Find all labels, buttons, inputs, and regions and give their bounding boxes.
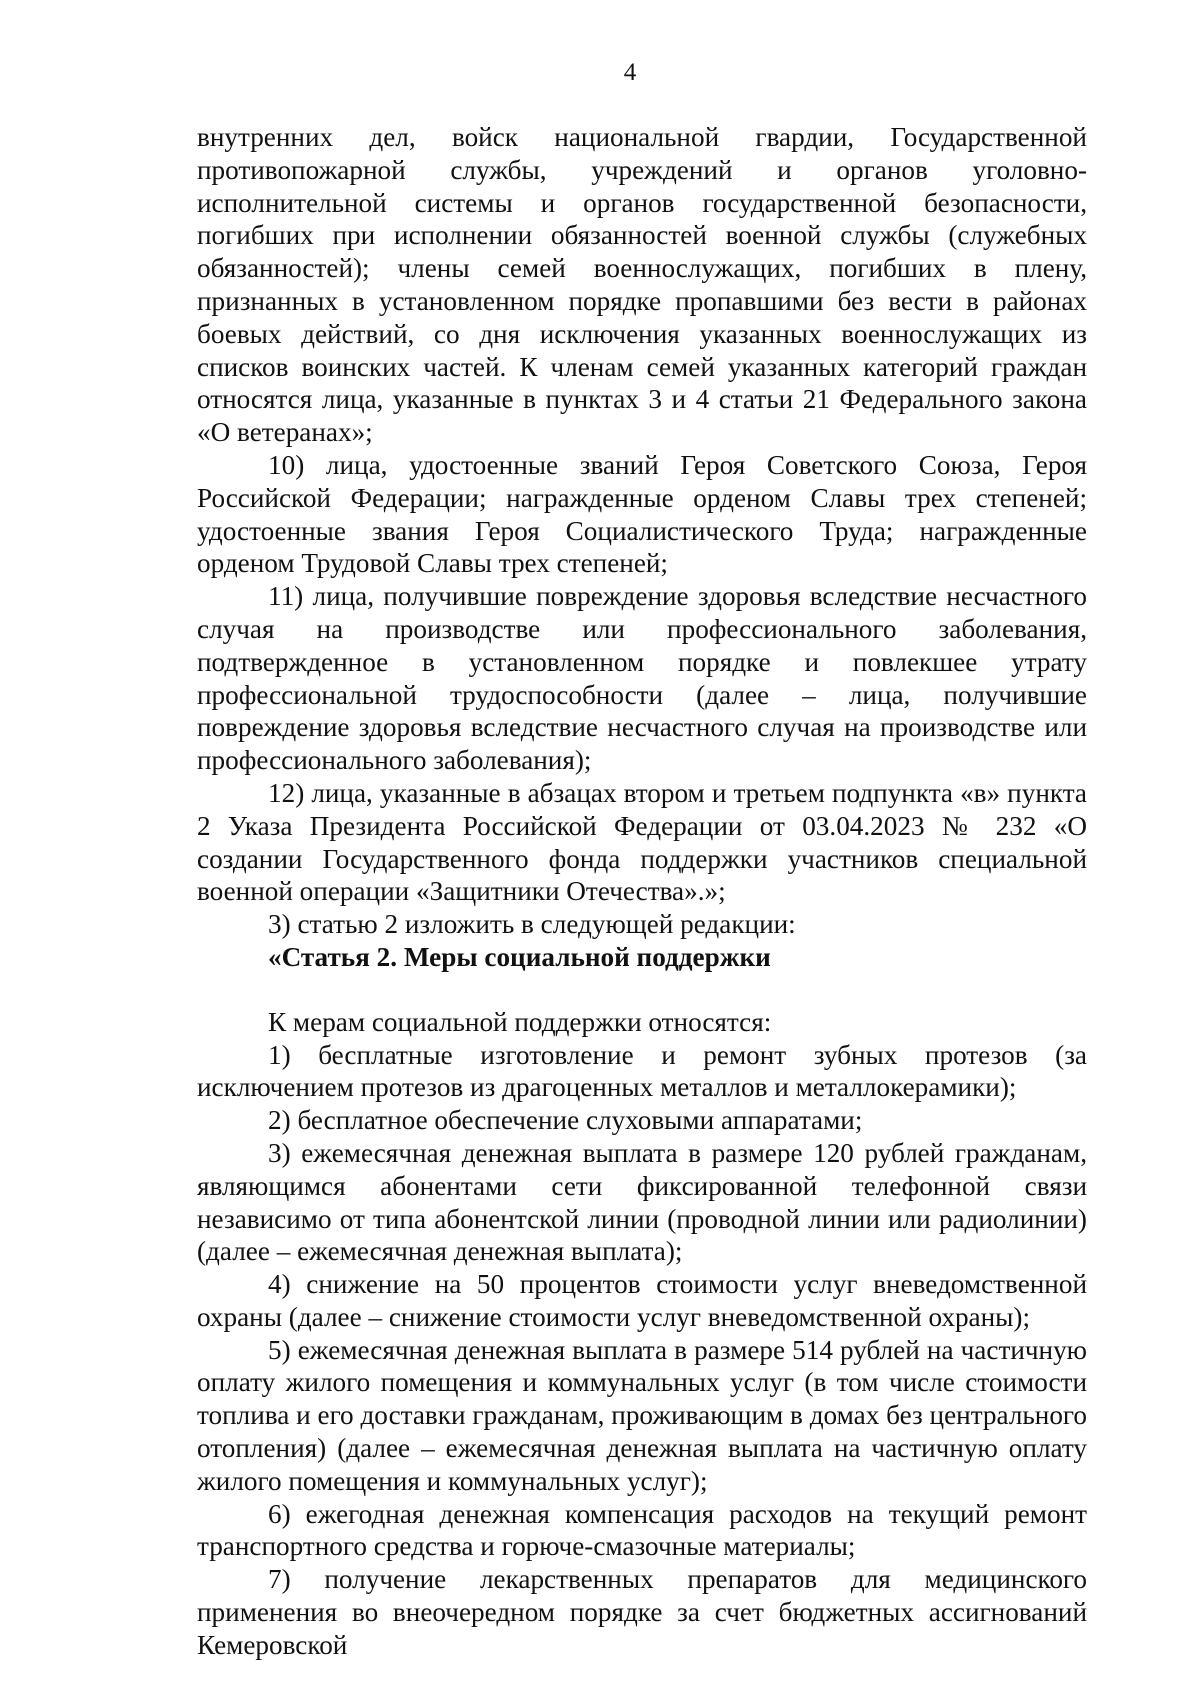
paragraph-item-11: 11) лица, получившие повреждение здоровья вследствие несчастного случая на производстве или профессионального заболевания, подтвержденное в установленном порядке и повлекшее утрату профессиональной трудоспособности (далее – лица, получившие повреждение здоровья вследствие несчастного случая на производстве или профессионального заболевания);	[197, 581, 1087, 776]
paragraph-amendment-3: 3) статью 2 изложить в следующей редакции:	[268, 909, 796, 940]
article-heading: «Статья 2. Меры социальной поддержки	[268, 941, 771, 972]
page-number: 4	[623, 59, 637, 86]
document-body	[197, 121, 1087, 1662]
paragraph-measure-3: 3) ежемесячная денежная выплата в размере 120 рублей гражданам, являющимся абонентами сети фиксированной телефонной связи независимо от типа абонентской линии (проводной линии или радиолинии) (далее – ежемесячная денежная выплата);	[197, 1137, 1087, 1267]
paragraph-measure-7: 7) получение лекарственных препаратов для медицинского применения во внеочередном порядке за счет бюджетных ассигнований Кемеровской	[197, 1564, 1087, 1660]
paragraph-measure-1: 1) бесплатные изготовление и ремонт зубных протезов (за исключением протезов из драгоценных металлов и металлокерамики);	[197, 1039, 1087, 1103]
paragraph-continuation: внутренних дел, войск национальной гвардии, Государственной противопожарной службы, учреждений и органов уголовно-исполнительной системы и органов государственной безопасности, погибших при исполнении обязанностей военной службы (служебных обязанностей); члены семей военнослужащих, погибших в плену, признанных в установленном порядке пропавшими без вести в районах боевых действий, со дня исключения указанных военнослужащих из списков воинских частей. К членам семей указанных категорий граждан относятся лица, указанные в пунктах 3 и 4 статьи 21 Федерального закона «О ветеранах»;	[197, 122, 1087, 448]
paragraph-measure-6: 6) ежегодная денежная компенсация расходов на текущий ремонт транспортного средства и горюче-смазочные материалы;	[197, 1498, 1087, 1562]
paragraph-item-12: 12) лица, указанные в абзацах втором и третьем подпункта «в» пункта 2 Указа Президента Российской Федерации от 03.04.2023 № 232 «О создании Государственного фонда поддержки участников специальной военной операции «Защитники Отечества».»;	[197, 777, 1087, 907]
paragraph-intro: К мерам социальной поддержки относятся:	[268, 1006, 772, 1037]
paragraph-measure-2: 2) бесплатное обеспечение слуховыми аппаратами;	[268, 1105, 863, 1136]
paragraph-item-10: 10) лица, удостоенные званий Героя Советского Союза, Героя Российской Федерации; награжденные орденом Славы трех степеней; удостоенные звания Героя Социалистического Труда; награжденные орденом Трудовой Славы трех степеней;	[197, 449, 1087, 579]
paragraph-measure-5: 5) ежемесячная денежная выплата в размере 514 рублей на частичную оплату жилого помещения и коммунальных услуг (в том числе стоимости топлива и его доставки гражданам, проживающим в домах без центрального отопления) (далее – ежемесячная денежная выплата на частичную оплату жилого помещения и коммунальных услуг);	[197, 1334, 1087, 1496]
paragraph-measure-4: 4) снижение на 50 процентов стоимости услуг вневедомственной охраны (далее – снижение стоимости услуг вневедомственной охраны);	[197, 1269, 1087, 1332]
